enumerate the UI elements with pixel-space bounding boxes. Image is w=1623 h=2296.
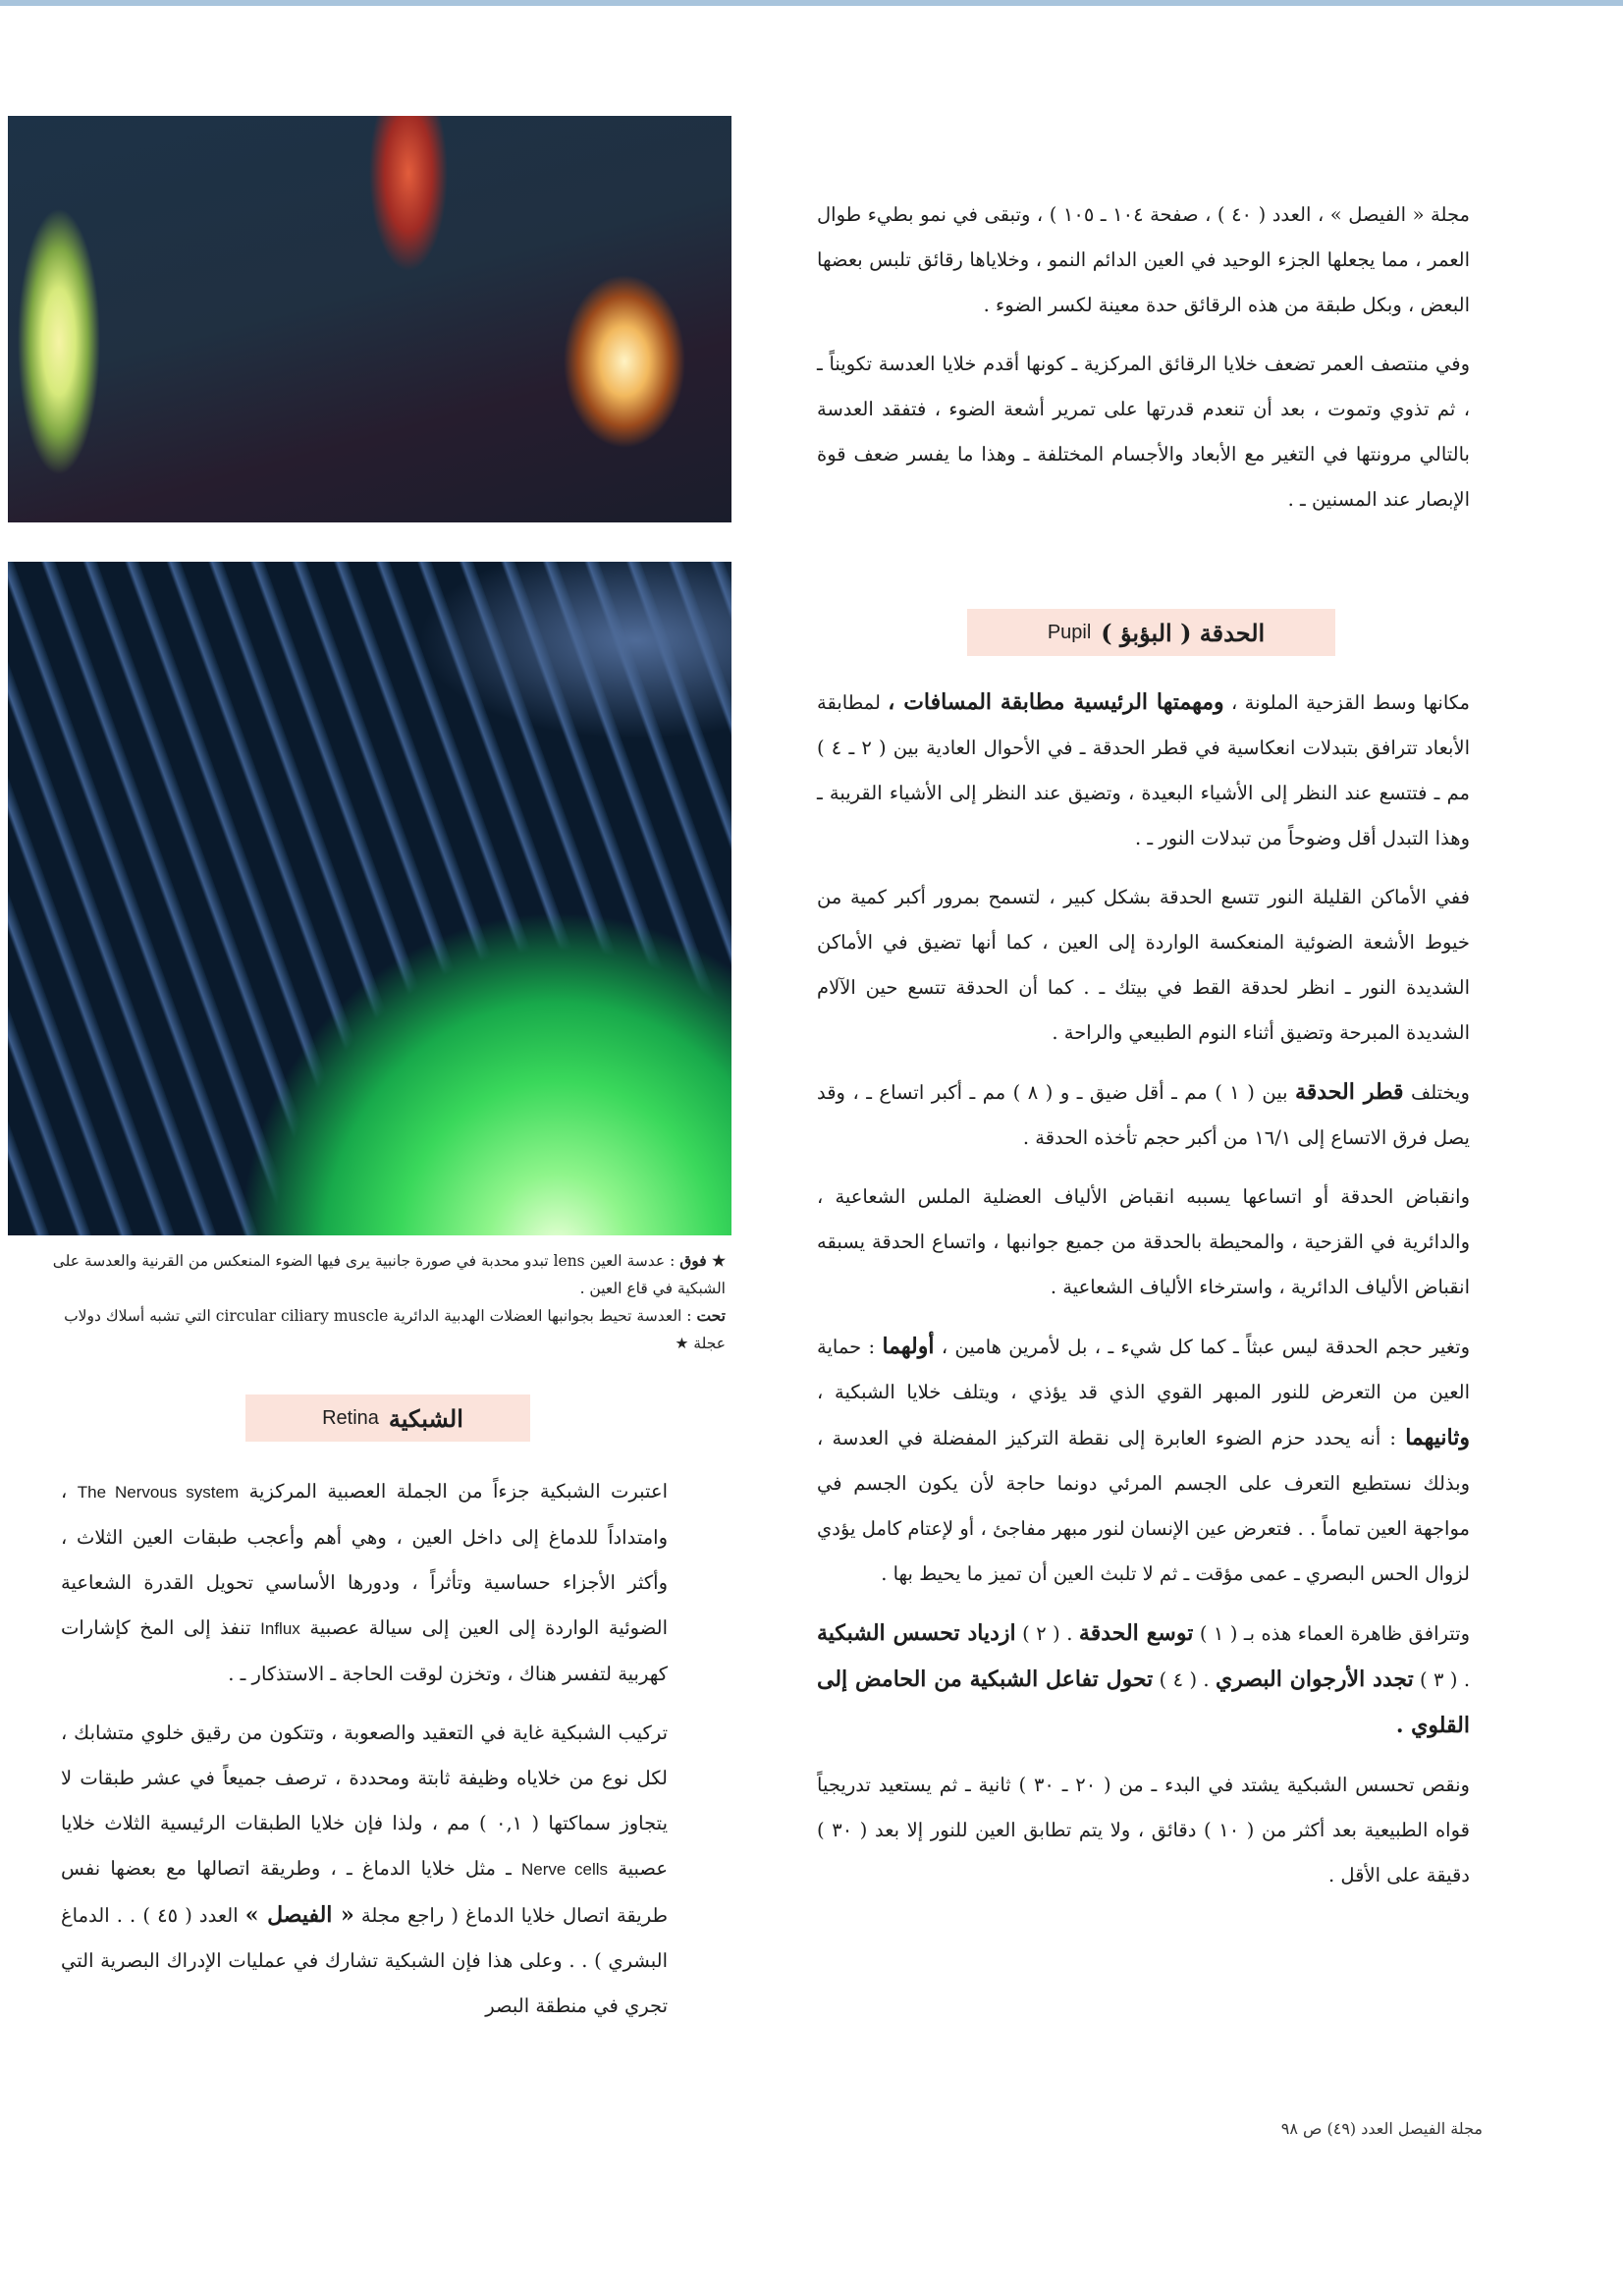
retina-paragraph-1: اعتبرت الشبكية جزءاً من الجملة العصبية المركزية The Nervous system ، وامتداداً للدماغ إلى داخل العين ، وهي أهم وأعجب طبقات العين الثلاث ، وأكثر الأجزاء حساسية وتأثراً ، ودورها الأساسي تحويل القدرة الشعاعية الضوئية الواردة إلى العين إلى سيالة عصبية Influx تنفذ إلى المخ كإشارات كهربية لتفسر هناك ، وتخزن لوقت الحاجة ـ الاستذكار ـ .	[61, 1480, 668, 1685]
pupil-paragraph-6: وتترافق ظاهرة العماء هذه بـ ( ١ ) توسع الحدقة . ( ٢ ) ازدياد تحسس الشبكية . ( ٣ ) تجدد الأرجوان البصري . ( ٤ ) تحول تفاعل الشبكية من الحامض إلى القلوي .	[817, 1620, 1471, 1738]
page-footer: مجلة الفيصل العدد (٤٩) ص ٩٨	[1280, 2119, 1483, 2138]
pupil-section-heading	[967, 609, 1335, 656]
pupil-paragraph-5: وتغير حجم الحدقة ليس عبثاً ـ كما كل شيء ـ ، بل لأمرين هامين ، أولهما : حماية العين من التعرض للنور المبهر القوي الذي قد يؤذي ، ويتلف خلايا الشبكية ، وثانيهما : أنه يحدد حزم الضوء العابرة إلى نقطة التركيز المفضلة في العدسة ، وبذلك نستطيع التعرف على الجسم المرئي دونما حاجة لأن يكون الجسم في مواجهة العين تماماً . . فتعرض عين الإنسان لنور مبهر مفاجئ ، أو لإعتام كامل يؤدي لزوال الحس البصري ـ عمى مؤقت ـ ثم لا تلبث العين أن تميز ما يحيط بها .	[817, 1334, 1471, 1585]
caption-line-bottom: تحت : العدسة تحيط بجوانبها العضلات الهدبية الدائرية circular ciliary muscle التي تشبه أسلاك دولاب عجلة ★	[64, 1306, 726, 1352]
lens-paragraph-2: وفي منتصف العمر تضعف خلايا الرقائق المركزية ـ كونها أقدم خلايا العدسة تكويناً ـ ، ثم تذوي وتموت ، بعد أن تنعدم قدرتها على تمرير أشعة الضوء ، فتفقد العدسة بالتالي مرونتها في التغير مع الأبعاد والأجسام المختلفة ـ وهذا ما يفسر ضعف قوة الإبصار عند المسنين ـ .	[817, 353, 1470, 511]
caption-line-top: ★ فوق : عدسة العين lens تبدو محدبة في صورة جانبية يرى فيها الضوء المنعكس من القرنية والعدسة على الشبكية في قاع العين .	[52, 1251, 726, 1297]
retina-heading-arabic: الشبكية	[388, 1403, 463, 1433]
pupil-paragraph-3: ويختلف قطر الحدقة بين ( ١ ) مم ـ أقل ضيق ـ و ( ٨ ) مم ـ أكبر اتساع ـ ، وقد يصل فرق الاتساع إلى ١٦/١ من أكبر حجم تأخذه الحدقة .	[817, 1079, 1470, 1149]
pupil-paragraph-1: مكانها وسط القزحية الملونة ، ومهمتها الرئيسية مطابقة المسافات ، لمطابقة الأبعاد تترافق بتبدلات انعكاسية في قطر الحدقة ـ في الأحوال العادية بين ( ٢ ـ ٤ ) مم ـ فتتسع عند النظر إلى الأشياء البعيدة ، وتضيق عند النظر إلى الأشياء القريبة ـ وهذا التبدل أقل وضوحاً من تبدلات النور ـ .	[817, 689, 1470, 849]
retina-section-heading	[245, 1394, 530, 1442]
retina-text-column	[61, 1469, 668, 2043]
pupil-heading-latin: Pupil	[1047, 621, 1092, 643]
pupil-heading-arabic: الحدقة ( البؤبؤ )	[1101, 618, 1266, 647]
lens-photo	[8, 116, 731, 522]
lens-paragraph-1: مجلة « الفيصل » ، العدد ( ٤٠ ) ، صفحة ١٠٤ ـ ١٠٥ ) ، وتبقى في نمو بطيء طوال العمر ، مما يجعلها الجزء الوحيد في العين الدائم النمو ، وخلاياها رقائق تلبس بعضها البعض ، وبكل طبقة من هذه الرقائق حدة معينة لكسر الضوء .	[817, 203, 1470, 316]
lens-text-column	[817, 192, 1470, 536]
pupil-paragraph-4: وانقباض الحدقة أو اتساعها يسببه انقباض الألياف العضلية الملس الشعاعية ، والدائرية في القزحية ، والمحيطة بالحدقة من جميع جوانبها ، واتساع الحدقة يسبقه انقباض الألياف الدائرية ، واسترخاء الألياف الشعاعية .	[817, 1185, 1470, 1298]
pupil-text-column	[817, 680, 1470, 1912]
pupil-paragraph-7: ونقص تحسس الشبكية يشتد في البدء ـ من ( ٢٠ ـ ٣٠ ) ثانية ـ ثم يستعيد تدريجياً قواه الطبيعية بعد أكثر من ( ١٠ ) دقائق ، ولا يتم تطابق العين للنور إلا بعد ( ٣٠ ) دقيقة على الأقل .	[817, 1774, 1470, 1886]
top-border	[0, 0, 1623, 6]
photo-caption	[33, 1247, 726, 1357]
pupil-paragraph-2: ففي الأماكن القليلة النور تتسع الحدقة بشكل كبير ، لتسمح بمرور أكبر كمية من خيوط الأشعة الضوئية المنعكسة الواردة إلى العين ، كما أنها تضيق في الأماكن الشديدة النور ـ انظر لحدقة القط في بيتك ـ . كما أن الحدقة تتسع حين الآلام الشديدة المبرحة وتضيق أثناء النوم الطبيعي والراحة .	[817, 886, 1470, 1044]
ciliary-muscle-photo	[8, 562, 731, 1235]
retina-heading-latin: Retina	[322, 1406, 379, 1429]
retina-paragraph-2: تركيب الشبكية غاية في التعقيد والصعوبة ، وتتكون من رقيق خلوي متشابك ، لكل نوع من خلاياه وظيفة ثابتة ومحددة ، ترصف جميعاً في عشر طبقات لا يتجاوز سماكتها ( ٠,١ ) مم ، ولذا فإن خلايا الطبقات الرئيسية الثلاث خلايا عصبية Nerve cells ـ مثل خلايا الدماغ ـ ، وطريقة اتصالها مع بعضها نفس طريقة اتصال خلايا الدماغ ( راجع مجلة « الفيصل » العدد ( ٤٥ ) . . الدماغ البشري ) . . وعلى هذا فإن الشبكية تشارك في عمليات الإدراك البصرية التي تجري في منطقة البصر	[61, 1722, 668, 2017]
